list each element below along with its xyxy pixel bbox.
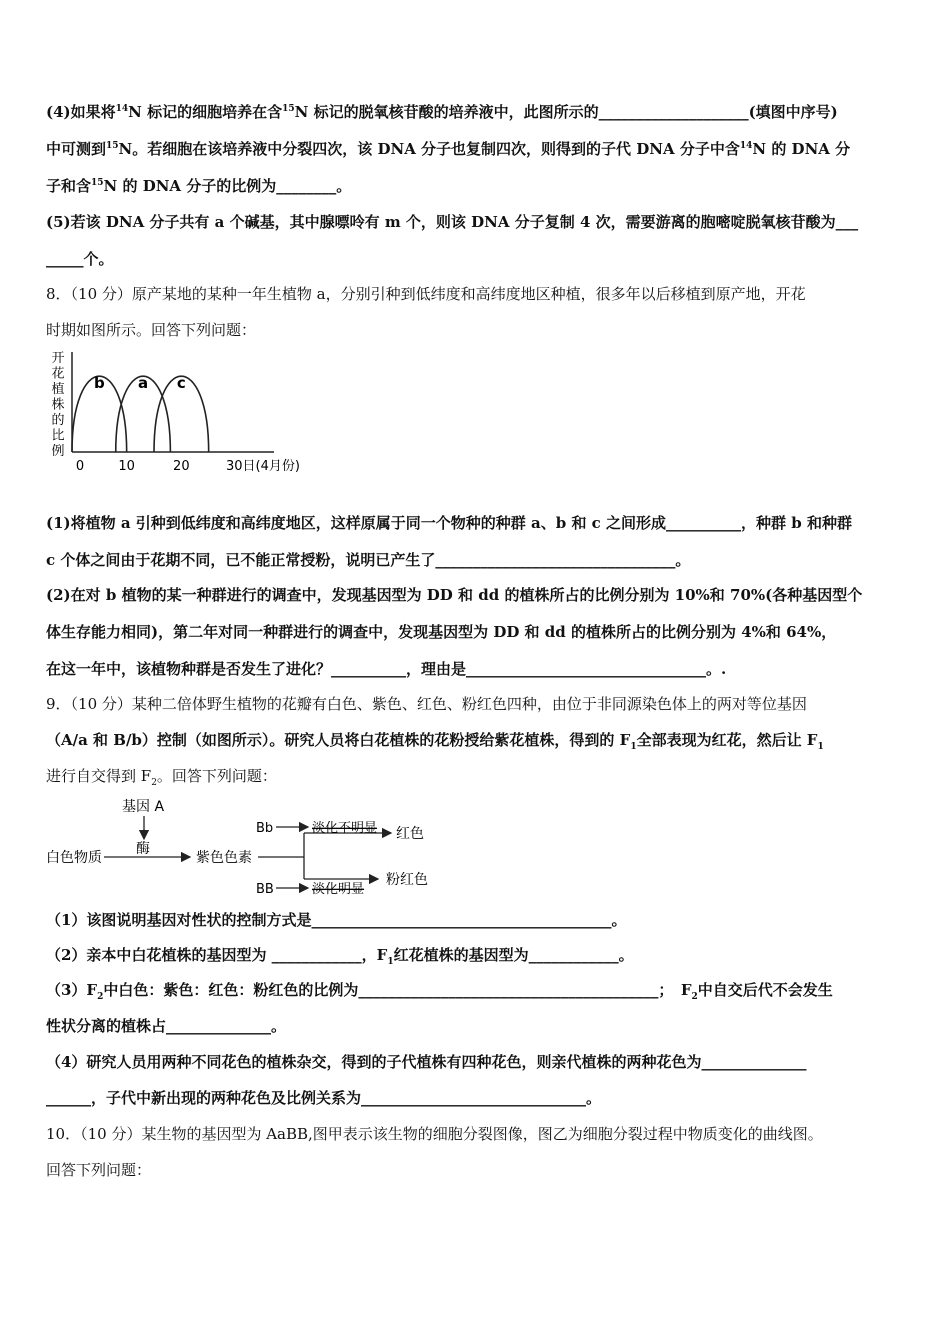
subscript: 2 [691, 992, 698, 1002]
white-substance-label: 白色物质 [46, 850, 102, 866]
text: N 的 DNA 分 [752, 140, 851, 158]
subscript: 1 [817, 742, 824, 752]
subscript: 1 [387, 957, 394, 967]
q10-stem-line2: 回答下列问题： [46, 1161, 152, 1179]
q9-part3-line1 [46, 980, 906, 1000]
q9-stem-line2 [46, 730, 906, 750]
q7-part5-line2: _____个。 [46, 250, 114, 268]
superscript: 15 [282, 104, 295, 114]
x-ticks-group [76, 459, 300, 474]
flowering-chart [46, 348, 300, 488]
q9-part4-line1: （4）研究人员用两种不同花色的植株杂交，得到的子代植株有四种花色，则亲代植株的两种花色为______________ [46, 1053, 807, 1071]
q7-part4-line2 [46, 139, 906, 159]
pink-label: 粉红色 [386, 872, 428, 888]
subscript: 1 [630, 742, 637, 752]
superscript: 15 [106, 141, 119, 151]
bb-homo-label: BB [256, 882, 274, 897]
text: （3）F [46, 981, 98, 999]
curve-label-b: b [93, 374, 105, 392]
superscript: 15 [91, 178, 104, 188]
text: N。若细胞在该培养液中分裂四次，该 DNA 分子也复制四次，则得到的子代 DNA 分子中含 [118, 140, 740, 158]
y-label-char: 株 [51, 397, 65, 413]
y-label-char: 花 [51, 366, 65, 382]
x-tick-label: 0 [75, 459, 85, 474]
strong-fade-label: 淡化明显 [312, 882, 365, 897]
curve-label-c: c [176, 374, 186, 392]
superscript: 14 [115, 104, 129, 114]
text: 中可测到 [46, 140, 107, 158]
bb-hetero-label: Bb [256, 821, 274, 836]
text: 中白色：紫色：红色：粉红色的比例为________________________________________； F [103, 981, 692, 999]
q9-part1: （1）该图说明基因对性状的控制方式是________________________________________。 [46, 911, 627, 929]
text: （2）亲本中白花植株的基因型为 ____________，F [46, 946, 388, 964]
q9-stem-line1: 9．（10 分）某种二倍体野生植物的花瓣有白色、紫色、红色、粉红色四种，由位于非同源染色体上的两对等位基因 [46, 695, 807, 713]
q8-part1-line1: (1)将植物 a 引种到低纬度和高纬度地区，这样原属于同一个物种的种群 a、b 和 c 之间形成__________，种群 b 和种群 [46, 514, 852, 532]
weak-fade-label: 淡化不明显 [312, 821, 378, 836]
purple-pigment-label: 紫色色素 [196, 850, 252, 866]
text: N 标记的脱氧核苷酸的培养液中，此图所示的____________________(填图中序号) [294, 103, 838, 121]
curve-label-a: a [138, 374, 149, 392]
x-tick-label: 20 [173, 459, 190, 474]
text: 中自交后代不会发生 [697, 981, 833, 999]
text: (4)如果将 [46, 103, 116, 121]
text: 红花植株的基因型为____________。 [393, 946, 634, 964]
text: N 的 DNA 分子的比例为________。 [103, 177, 352, 195]
gene-a-label: 基因 A [122, 799, 165, 815]
y-axis-label-text [51, 351, 64, 459]
q7-part4-line3 [46, 176, 906, 196]
q8-part2-line2: 体生存能力相同)，第二年对同一种群进行的调查中，发现基因型为 DD 和 dd 的植株所占的比例分别为 4%和 64%， [46, 623, 837, 641]
q8-part2-line1: (2)在对 b 植物的某一种群进行的调查中，发现基因型为 DD 和 dd 的植株所占的比例分别为 10%和 70%(各种基因型个 [46, 586, 863, 604]
text: 全部表现为红花，然后让 F [636, 731, 818, 749]
q9-stem-line3 [46, 766, 906, 786]
y-label-char: 的 [51, 413, 65, 428]
text: 进行自交得到 F [46, 767, 152, 785]
superscript: 14 [739, 141, 753, 151]
q10-stem-line1: 10．（10 分）某生物的基因型为 AaBB,图甲表示该生物的细胞分裂图像，图乙为细胞分裂过程中物质变化的曲线图。 [46, 1125, 823, 1143]
y-axis-label [51, 351, 64, 459]
text: 子和含 [46, 177, 92, 195]
subscript: 2 [97, 992, 104, 1002]
y-label-char: 植 [51, 382, 65, 397]
q8-part2-line3: 在这一年中，该植物种群是否发生了进化？__________，理由是________________________________。. [46, 660, 727, 678]
q9-part2 [46, 945, 906, 965]
q8-stem-line1: 8．（10 分）原产某地的某种一年生植物 a，分别引种到低纬度和高纬度地区种植，很多年以后移植到原产地，开花 [46, 285, 806, 303]
subscript: 2 [151, 778, 157, 788]
curves-group [72, 374, 209, 452]
red-label: 红色 [396, 826, 424, 842]
text: 。回答下列问题： [156, 767, 277, 785]
y-label-char: 开 [51, 351, 65, 366]
text: N 标记的细胞培养在含 [128, 103, 283, 121]
y-label-char: 例 [51, 444, 65, 459]
q8-part1-line2: c 个体之间由于花期不同，已不能正常授粉，说明已产生了________________________________。 [46, 551, 691, 569]
enzyme-label: 酶 [136, 841, 150, 857]
q9-part3-line2: 性状分离的植株占______________。 [46, 1017, 287, 1035]
text: （A/a 和 B/b）控制（如图所示）。研究人员将白花植株的花粉授给紫花植株，得到的 F [46, 731, 631, 749]
q7-part4-line1 [46, 102, 906, 122]
y-label-char: 比 [51, 428, 65, 444]
q9-part4-line2: ______，子代中新出现的两种花色及比例关系为______________________________。 [46, 1089, 602, 1107]
pathway-diagram [46, 795, 466, 903]
x-tick-label: 30日(4月份) [226, 459, 300, 474]
q7-part5-line1: (5)若该 DNA 分子共有 a 个碱基，其中腺嘌呤有 m 个，则该 DNA 分子复制 4 次，需要游离的胞嘧啶脱氧核苷酸为___ [46, 213, 859, 231]
x-tick-label: 10 [118, 459, 135, 474]
q8-stem-line2: 时期如图所示。回答下列问题： [46, 321, 257, 339]
